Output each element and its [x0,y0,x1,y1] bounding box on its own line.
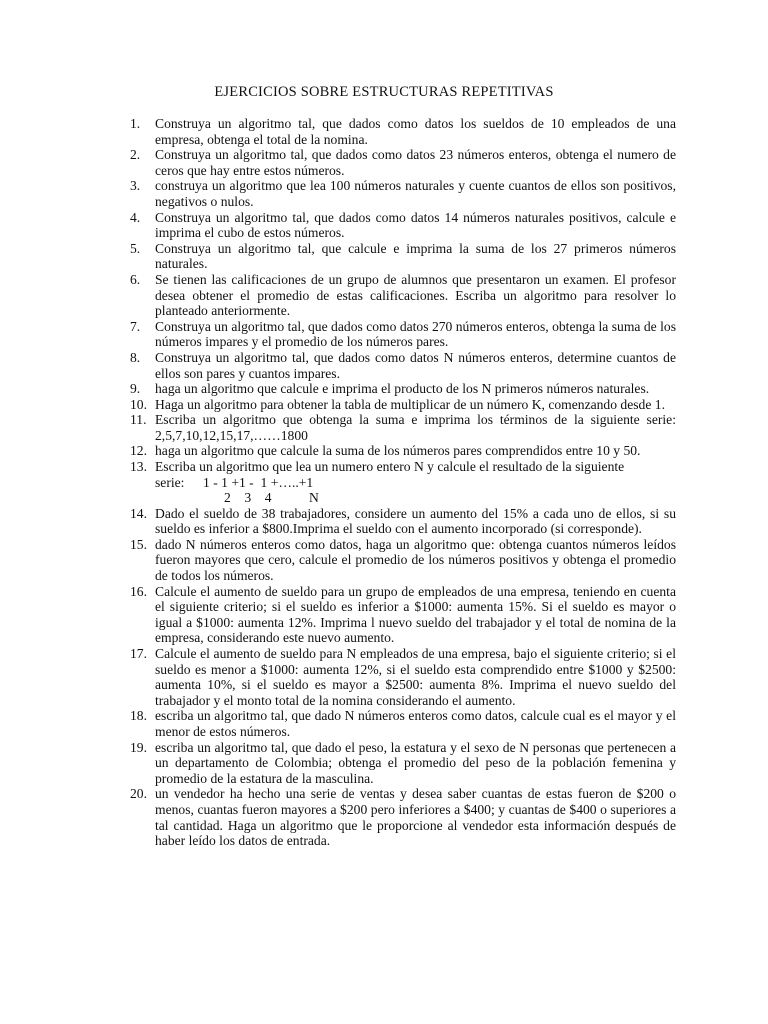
exercise-number: 17. [130,646,147,661]
exercise-number: 1. [130,116,141,131]
exercise-number: 6. [130,271,141,287]
exercise-number: 11. [130,412,147,428]
exercise-text: Escriba un algoritmo que obtenga la suma e imprima los términos de la siguiente serie: 2,5,7,10,12,15,17,……1800 [155,412,676,443]
exercise-text: Calcule el aumento de sueldo para N empleados de una empresa, bajo el siguiente criterio; si el sueldo es menor a $1000: aumenta 12%, si el sueldo esta comprendido entre $1000 y $2500: aumenta 10%, si el sueldo es mayor a $2500: aumenta 8%. Imprima el nuevo sueldo del trabajador y el monto total de la nomina considerando el aumento. [155,646,676,708]
exercise-number: 16. [130,583,147,599]
exercise-number: 15. [130,536,147,552]
exercise-item [130,178,676,209]
exercise-item [130,506,676,537]
exercise-item [130,459,676,506]
exercise-item [130,350,676,381]
exercise-number: 20. [130,786,147,802]
exercise-item [130,443,676,459]
exercise-item [130,210,676,241]
series-formula [155,475,676,506]
exercise-text: haga un algoritmo que calcule e imprima el producto de los N primeros números naturales. [155,381,650,397]
exercise-item [130,147,676,178]
exercise-text: Haga un algoritmo para obtener la tabla de multiplicar de un número K, comenzando desde 1. [155,396,665,412]
exercise-item [130,740,676,787]
exercise-item [130,584,676,646]
exercise-number: 8. [130,349,141,365]
exercise-number: 2. [130,147,141,163]
exercise-text: Construya un algoritmo tal, que calcule e imprima la suma de los 27 primeros números naturales. [155,240,676,272]
exercise-text: Se tienen las calificaciones de un grupo de alumnos que presentaron un examen. El profesor desea obtener el promedio de estas calificaciones. Escriba un algoritmo para resolver lo planteado anteriormente. [155,271,676,319]
exercise-item [130,646,676,708]
exercise-text: dado N números enteros como datos, haga un algoritmo que: obtenga cuantos números leídos fueron mayores que cero, calcule el promedio de los números positivos y obtenga el promedio de todos los números. [155,536,676,584]
exercise-text: Construya un algoritmo tal, que dados como datos los sueldos de 10 empleados de una empresa, obtenga el total de la nomina. [155,116,676,147]
series-label: serie: [155,474,185,490]
series-numerators: 1 - 1 +1 - 1 +…..+1 [203,474,314,490]
exercise-item [130,708,676,739]
exercise-number: 4. [130,209,141,225]
exercise-number: 13. [130,459,147,475]
exercise-item [130,319,676,350]
exercise-item [130,272,676,319]
exercise-text: escriba un algoritmo tal, que dado el peso, la estatura y el sexo de N personas que pertenecen a un departamento de Colombia; obtenga el promedio del peso de la población femenina y promedio de la estatura de la masculina. [155,739,676,786]
exercise-text: Construya un algoritmo tal, que dados como datos 14 números naturales positivos, calcule e imprima el cubo de estos números. [155,209,676,241]
exercise-text: Dado el sueldo de 38 trabajadores, considere un aumento del 15% a cada uno de ellos, si su sueldo es inferior a $800.Imprima el sueldo con el aumento incorporado (si corresponde). [155,505,676,537]
exercise-text: escriba un algoritmo tal, que dado N números enteros como datos, calcule cual es el mayor y el menor de estos números. [155,708,676,739]
series-denominators: 2 3 4 N [224,490,319,506]
exercise-number: 9. [130,381,141,397]
exercise-number: 10. [130,396,147,412]
exercise-number: 19. [130,739,147,755]
exercise-number: 18. [130,708,147,724]
exercise-number: 14. [130,505,147,521]
exercise-text: Construya un algoritmo tal, que dados como datos 270 números enteros, obtenga la suma de los números impares y el promedio de los números pares. [155,318,676,350]
exercise-text: Construya un algoritmo tal, que dados como datos N números enteros, determine cuantos de ellos son pares y cuantos impares. [155,349,676,381]
exercise-text: Construya un algoritmo tal, que dados como datos 23 números enteros, obtenga el numero de ceros que hay entre estos números. [155,147,676,178]
exercise-item [130,381,676,397]
exercise-item [130,412,676,443]
exercise-number: 3. [130,178,141,194]
exercise-item [130,116,676,147]
exercise-text: un vendedor ha hecho una serie de ventas y desea saber cuantas de estas fueron de $200 o menos, cuantas fueron mayores a $200 pero inferiores a $400; y cuantas de $400 o superiores a tal cantidad. Haga un algoritmo que le proporcione al vendedor esta información después de haber leído los datos de entrada. [155,786,676,849]
page-title: EJERCICIOS SOBRE ESTRUCTURAS REPETITIVAS [214,84,554,100]
exercise-item [130,397,676,413]
exercise-text: Calcule el aumento de sueldo para un grupo de empleados de una empresa, teniendo en cuenta el siguiente criterio; si el sueldo es inferior a $1000: aumenta 15%. Si el sueldo es mayor o igual a $1000: aumenta 12%. Imprima l nuevo sueldo del trabajador y el total de nomina de la empresa, considerando este nuevo aumento. [155,583,676,646]
exercise-text: haga un algoritmo que calcule la suma de los números pares comprendidos entre 10 y 50. [155,443,641,459]
exercise-item [130,241,676,272]
exercise-item [130,537,676,584]
exercise-number: 5. [130,240,141,256]
exercise-list [130,116,676,849]
exercise-text: Escriba un algoritmo que lea un numero entero N y calcule el resultado de la siguiente [155,459,625,475]
exercise-item [130,786,676,848]
exercise-number: 7. [130,318,141,334]
exercise-number: 12. [130,443,147,459]
exercise-text: construya un algoritmo que lea 100 números naturales y cuente cuantos de ellos son positivos, negativos o nulos. [155,178,676,209]
